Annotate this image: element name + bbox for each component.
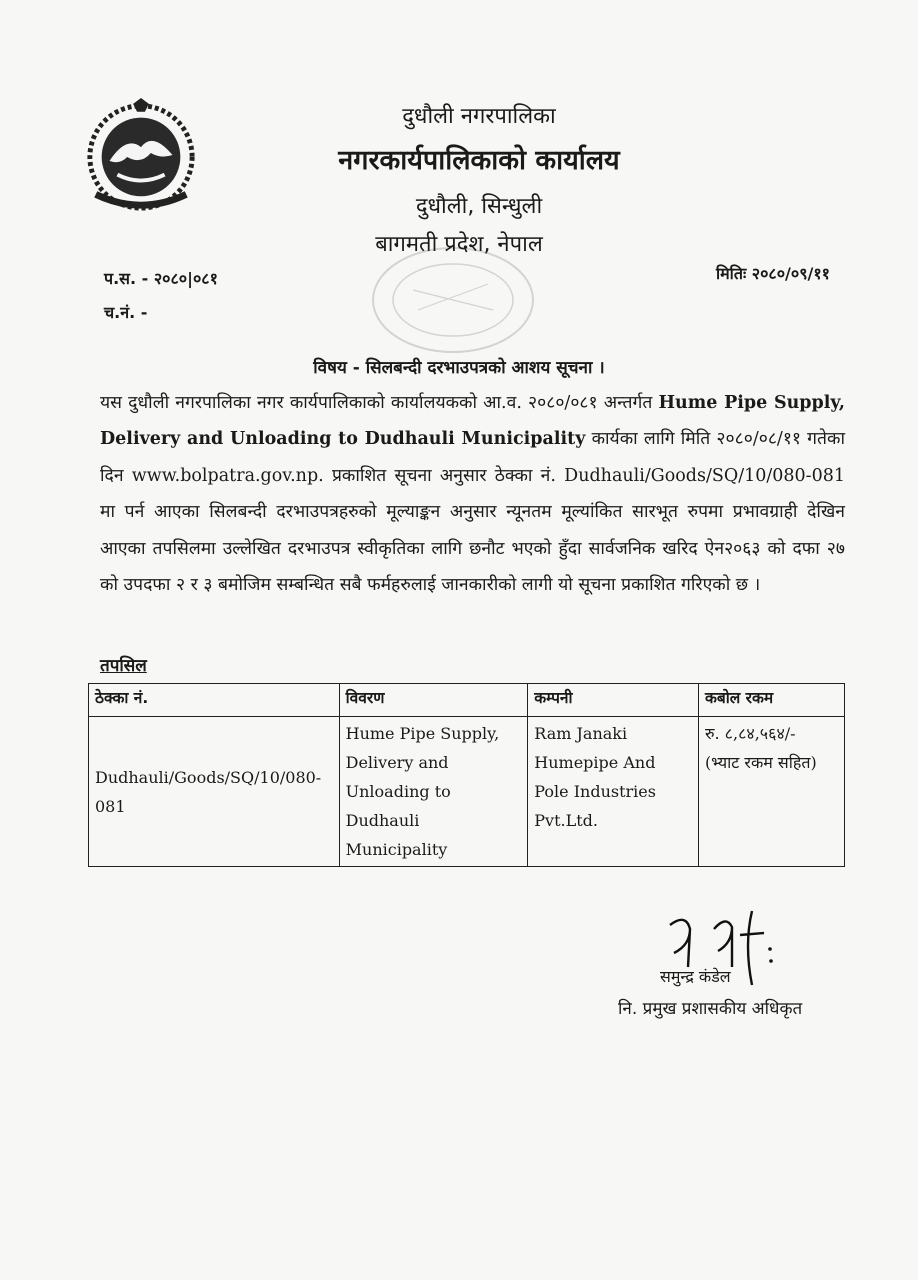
dispatch-number: च.नं. -	[104, 303, 148, 322]
municipality-name: दुधौली नगरपालिका	[402, 104, 556, 129]
body-details: कार्यका लागि मिति २०८०/०८/११ गतेका दिन www.bolpatra.gov.np. प्रकाशित सूचना अनुसार ठेक्का नं. Dudhauli/Goods/SQ/10/080-081 मा पर्न आएका सिलबन्दी दरभाउपत्रहरुको मूल्याङ्कन अनुसार न्यूनतम मूल्यांकित सारभूत रुपमा प्रभावग्राही देखिन आएका तपसिलमा उल्लेखित दरभाउपत्र स्वीकृतिका लागि छनौट भएको हुँदा सार्वजनिक खरिद ऐन२०६३ को दफा २७ को उपदफा २ र ३ बमोजिम सम्बन्धित सबै फर्महरुलाई जानकारीको लागी यो सूचना प्रकाशित गरिएको छ ।	[100, 429, 845, 596]
letter-date: मितिः २०८०/०९/११	[715, 264, 830, 283]
office-stamp-icon	[368, 240, 538, 360]
project-name: Hume Pipe Supply, Delivery and Unloading to Dudhauli Municipality	[100, 393, 846, 450]
header-company: कम्पनी	[528, 684, 699, 717]
table-header-row	[89, 684, 845, 717]
office-province: बागमती प्रदेश, नेपाल	[375, 232, 543, 257]
cell-description: Hume Pipe Supply, Delivery and Unloading to Dudhauli Municipality	[339, 717, 528, 867]
bid-schedule-table	[88, 683, 845, 867]
signatory-title: नि. प्रमुख प्रशासकीय अधिकृत	[618, 999, 803, 1019]
body-intro: यस दुधौली नगरपालिका नगर कार्यपालिकाको कार्यालयकको आ.व. २०८०/०८१ अन्तर्गत	[100, 393, 659, 413]
cell-company: Ram Janaki Humepipe And Pole Industries Pvt.Ltd.	[528, 717, 699, 867]
header-description: विवरण	[339, 684, 528, 717]
notice-subject: विषय - सिलबन्दी दरभाउपत्रको आशय सूचना ।	[313, 358, 605, 378]
table-row	[89, 717, 845, 867]
office-location: दुधौली, सिन्धुली	[415, 194, 543, 219]
signatory-name: समुन्द्र कंडेल	[660, 967, 731, 986]
cell-amount	[698, 717, 844, 867]
notice-body	[100, 385, 845, 603]
schedule-heading: तपसिल	[100, 656, 147, 676]
office-title: नगरकार्यपालिकाको कार्यालय	[338, 145, 620, 176]
header-amount: कबोल रकम	[698, 684, 844, 717]
bid-amount-note: (भ्याट रकम सहित)	[704, 753, 817, 772]
bid-amount: रु. ८,८४,५६४/-	[704, 724, 796, 743]
header-contract-no: ठेक्का नं.	[89, 684, 340, 717]
reference-number: प.स. - २०८०|०८१	[104, 269, 218, 288]
cell-contract-no: Dudhauli/Goods/SQ/10/080-081	[89, 717, 340, 867]
